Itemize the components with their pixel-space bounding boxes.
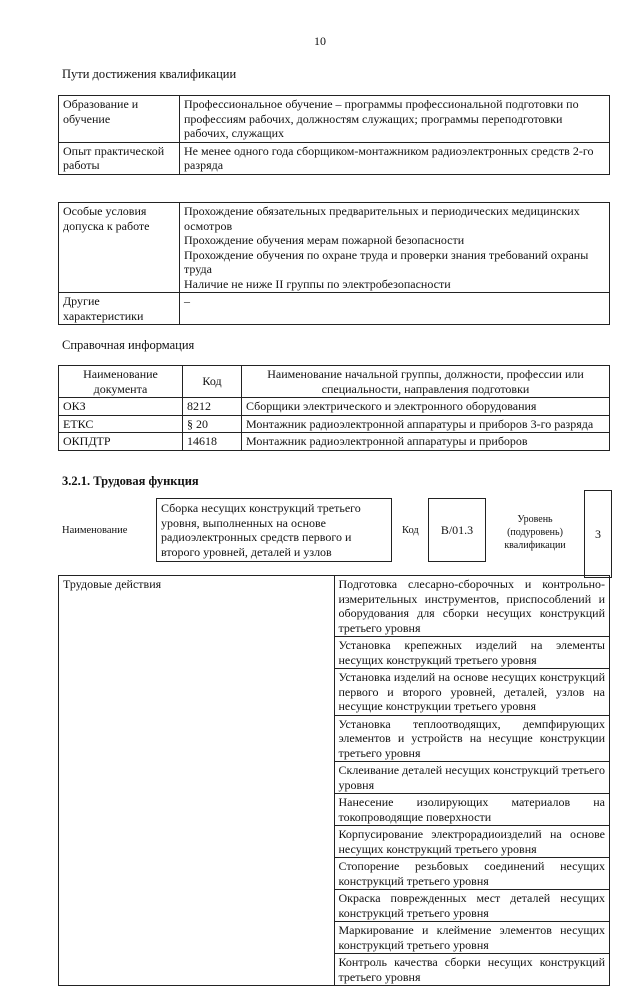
cell-name: Монтажник радиоэлектронной аппаратуры и приборов 3-го разряда	[242, 415, 610, 433]
action-item: Нанесение изолирующих материалов на токопроводящие поверхности	[334, 794, 610, 826]
function-code: B/01.3	[428, 498, 486, 562]
row-value: Не менее одного года сборщиком-монтажником радиоэлектронных средств 2-го разряда	[180, 142, 610, 174]
condition-line: Прохождение обязательных предварительных и периодических медицинских осмотров	[184, 204, 580, 233]
page-number: 10	[314, 34, 326, 48]
function-name-label: Наименование	[62, 525, 128, 536]
row-label: Образование и обучение	[59, 96, 180, 143]
action-item: Установка изделий на основе несущих конструкций первого и второго уровней, деталей, узлов на несущие конструкции третьего уровня	[334, 669, 610, 716]
actions-label: Трудовые действия	[59, 576, 335, 986]
table-row	[59, 96, 610, 143]
action-item: Окраска поврежденных мест деталей несущих конструкций третьего уровня	[334, 890, 610, 922]
cell-doc: ЕТКС	[59, 415, 183, 433]
cell-doc: ОКЗ	[59, 398, 183, 416]
row-label: Особые условия допуска к работе	[59, 203, 180, 293]
row-label: Другие характеристики	[59, 293, 180, 325]
header-name: Наименование начальной группы, должности, профессии или специальности, направления подготовки	[242, 366, 610, 398]
condition-line: Прохождение обучения по охране труда и проверки знания требований охраны труда	[184, 247, 589, 276]
action-item: Стопорение резьбовых соединений несущих конструкций третьего уровня	[334, 858, 610, 890]
qualification-level: 3	[584, 490, 612, 578]
function-name: Сборка несущих конструкций третьего уровня, выполненных на основе радиоэлектронных средств первого и второго уровней, деталей и узлов	[156, 498, 392, 562]
table-row	[59, 433, 610, 451]
cell-code: 14618	[183, 433, 242, 451]
function-heading: 3.2.1. Трудовая функция	[62, 474, 199, 488]
table-header-row	[59, 366, 610, 398]
table-row	[59, 576, 610, 637]
qualification-level-label: Уровень (подуровень) квалификации	[504, 514, 566, 551]
table-row	[59, 142, 610, 174]
table-row	[59, 415, 610, 433]
action-item: Корпусирование электрорадиоизделий на основе несущих конструкций третьего уровня	[334, 826, 610, 858]
action-item: Установка теплоотводящих, демпфирующих элементов и устройств на несущие конструкции третьего уровня	[334, 715, 610, 762]
table-row	[59, 203, 610, 293]
cell-code: 8212	[183, 398, 242, 416]
row-label: Опыт практической работы	[59, 142, 180, 174]
action-item: Подготовка слесарно-сборочных и контрольно-измерительных инструментов, приспособлений и оборудования для сборки несущих конструкций третьего уровня	[334, 576, 610, 637]
row-value	[180, 203, 610, 293]
labor-actions-table	[58, 575, 610, 986]
reference-title: Справочная информация	[62, 338, 195, 352]
cell-name: Сборщики электрического и электронного оборудования	[242, 398, 610, 416]
action-item: Маркирование и клеймение элементов несущих конструкций третьего уровня	[334, 922, 610, 954]
admission-table	[58, 202, 610, 325]
qualification-paths-title: Пути достижения квалификации	[62, 67, 237, 81]
header-doc: Наименование документа	[59, 366, 183, 398]
reference-table	[58, 365, 610, 451]
function-code-label: Код	[402, 525, 419, 536]
cell-name: Монтажник радиоэлектронной аппаратуры и приборов	[242, 433, 610, 451]
condition-line: Прохождение обучения мерам пожарной безопасности	[184, 233, 465, 247]
row-value: Профессиональное обучение – программы профессиональной подготовки по профессиям рабочих, должностям служащих; программы переподготовки рабочих, служащих	[180, 96, 610, 143]
action-item: Установка крепежных изделий на элементы несущих конструкций третьего уровня	[334, 637, 610, 669]
qualification-paths-table	[58, 95, 610, 175]
row-value: –	[180, 293, 610, 325]
condition-line: Наличие не ниже II группы по электробезопасности	[184, 276, 451, 291]
cell-doc: ОКПДТР	[59, 433, 183, 451]
cell-code: § 20	[183, 415, 242, 433]
action-item: Склеивание деталей несущих конструкций третьего уровня	[334, 762, 610, 794]
table-row	[59, 398, 610, 416]
header-code: Код	[183, 366, 242, 398]
table-row	[59, 293, 610, 325]
action-item: Контроль качества сборки несущих конструкций третьего уровня	[334, 954, 610, 986]
